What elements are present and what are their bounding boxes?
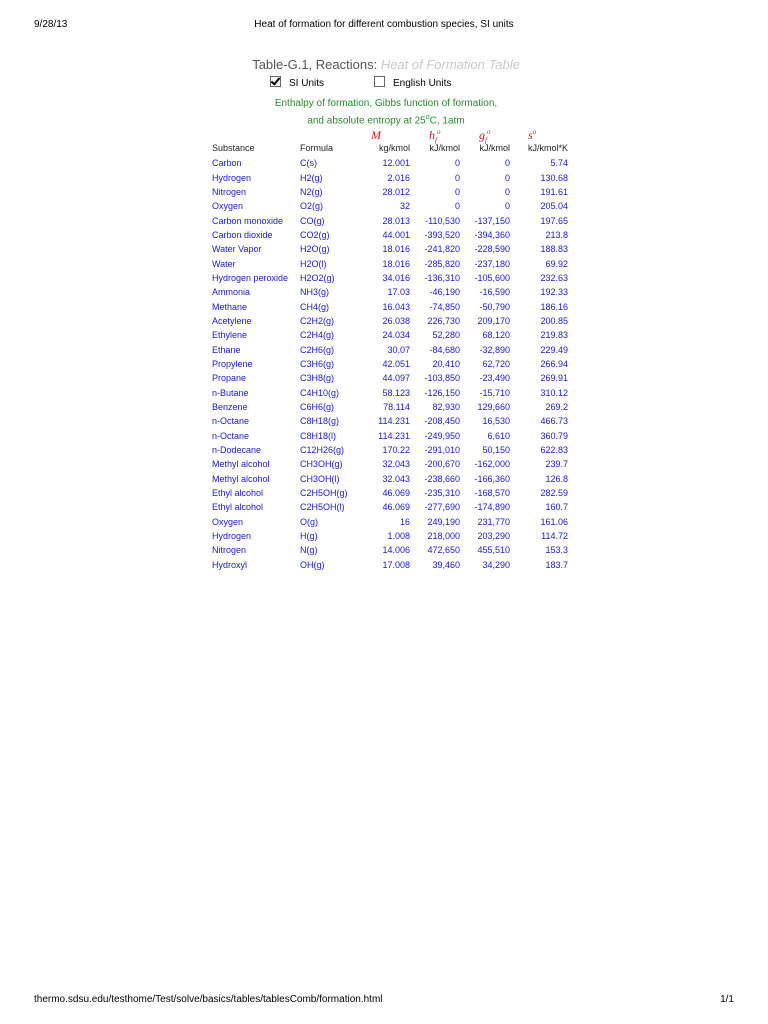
- cell-gibbs: 0: [504, 186, 510, 197]
- cell-gibbs: 231,770: [477, 516, 510, 527]
- cell-molar-mass: 30.07: [387, 344, 410, 355]
- cell-molar-mass: 32.043: [382, 473, 410, 484]
- print-date: 9/28/13: [34, 19, 68, 30]
- table-row: [212, 271, 568, 285]
- cell-enthalpy: -277,690: [424, 502, 460, 513]
- cell-formula: C(s): [300, 158, 317, 169]
- cell-substance: Methyl alcohol: [212, 473, 270, 484]
- cell-enthalpy: -241,820: [424, 244, 460, 255]
- cell-molar-mass: 170.22: [382, 445, 410, 456]
- cell-entropy: 466.73: [540, 416, 568, 427]
- cell-enthalpy: -393,520: [424, 229, 460, 240]
- cell-formula: CO(g): [300, 215, 325, 226]
- cell-entropy: 130.68: [540, 172, 568, 183]
- cell-gibbs: -174,890: [474, 502, 510, 513]
- cell-formula: H(g): [300, 531, 318, 542]
- cell-molar-mass: 2.016: [387, 172, 410, 183]
- cell-formula: C2H5OH(l): [300, 502, 345, 513]
- cell-substance: Ethyl alcohol: [212, 502, 264, 513]
- cell-enthalpy: -249,950: [424, 430, 460, 441]
- table-row: [212, 429, 568, 443]
- table-row: [212, 156, 568, 170]
- si-units-label: SI Units: [289, 78, 325, 89]
- cell-entropy: 126.8: [545, 473, 568, 484]
- description-line-2-text: and absolute entropy at 25: [307, 115, 426, 127]
- cell-substance: Water: [212, 258, 236, 269]
- cell-entropy: 232.63: [540, 272, 568, 283]
- cell-formula: NH3(g): [300, 287, 330, 298]
- cell-substance: Water Vapor: [212, 244, 262, 255]
- cell-formula: C3H6(g): [300, 358, 335, 369]
- cell-gibbs: 68,120: [482, 330, 510, 341]
- cell-formula: C2H5OH(g): [300, 488, 348, 499]
- cell-entropy: 200.85: [540, 315, 568, 326]
- cell-gibbs: -394,360: [474, 229, 510, 240]
- col-header-molar-mass: kg/kmol: [378, 142, 410, 153]
- table-title: [0, 57, 768, 72]
- cell-entropy: 192.33: [540, 287, 568, 298]
- cell-formula: H2(g): [300, 172, 323, 183]
- table-row: [212, 529, 568, 543]
- cell-gibbs: 16,530: [482, 416, 510, 427]
- description-line-1: Enthalpy of formation, Gibbs function of formation,: [274, 98, 498, 109]
- cell-substance: Carbon: [212, 158, 242, 169]
- cell-gibbs: -50,790: [479, 301, 510, 312]
- cell-molar-mass: 32.043: [382, 459, 410, 470]
- english-units-checkbox[interactable]: [374, 76, 385, 87]
- cell-molar-mass: 16.043: [382, 301, 410, 312]
- cell-entropy: 266.94: [540, 358, 568, 369]
- cell-molar-mass: 28.013: [382, 215, 410, 226]
- cell-substance: Hydrogen peroxide: [212, 272, 289, 283]
- cell-formula: C8H18(g): [300, 416, 340, 427]
- cell-substance: Ethane: [212, 344, 241, 355]
- cell-gibbs: -237,180: [474, 258, 510, 269]
- cell-enthalpy: 0: [454, 172, 460, 183]
- cell-substance: Carbon dioxide: [212, 229, 273, 240]
- cell-formula: CH3OH(g): [300, 459, 343, 470]
- cell-molar-mass: 14.006: [382, 545, 410, 556]
- cell-entropy: 160.7: [545, 502, 568, 513]
- english-units-label: English Units: [393, 78, 452, 89]
- cell-substance: Propylene: [212, 358, 253, 369]
- description-line-2: [0, 111, 768, 128]
- cell-molar-mass: 44.097: [382, 373, 410, 384]
- cell-formula: H2O(l): [300, 258, 327, 269]
- cell-gibbs: -16,590: [479, 287, 510, 298]
- enthalpy-symbol: $h_f^o$: [429, 128, 441, 145]
- cell-substance: Nitrogen: [212, 545, 247, 556]
- cell-molar-mass: 12.001: [382, 158, 410, 169]
- cell-enthalpy: 0: [454, 158, 460, 169]
- si-units-checkbox[interactable]: [270, 76, 281, 87]
- formation-table: [212, 139, 568, 572]
- cell-formula: C4H10(g): [300, 387, 340, 398]
- cell-substance: Ammonia: [212, 287, 251, 298]
- table-row: [212, 400, 568, 414]
- molar-mass-symbol: M: [371, 128, 381, 142]
- cell-enthalpy: -126,150: [424, 387, 460, 398]
- cell-entropy: 153.3: [545, 545, 568, 556]
- cell-formula: C2H4(g): [300, 330, 335, 341]
- cell-substance: Methyl alcohol: [212, 459, 270, 470]
- cell-substance: Acetylene: [212, 315, 252, 326]
- cell-gibbs: -166,360: [474, 473, 510, 484]
- cell-entropy: 269.91: [540, 373, 568, 384]
- cell-gibbs: -168,570: [474, 488, 510, 499]
- cell-molar-mass: 18.016: [382, 258, 410, 269]
- description-line-2-unit: C, 1atm: [429, 115, 465, 127]
- cell-molar-mass: 16: [399, 516, 410, 527]
- cell-substance: Propane: [212, 373, 247, 384]
- table-row: [212, 357, 568, 371]
- cell-enthalpy: -110,530: [425, 215, 460, 226]
- col-header-gibbs: kJ/kmol: [479, 142, 510, 153]
- cell-substance: Hydrogen: [212, 531, 252, 542]
- table-title-main: Table-G.1, Reactions:: [252, 57, 378, 72]
- table-row: [212, 457, 568, 471]
- cell-entropy: 197.65: [540, 215, 568, 226]
- english-units-option[interactable]: [374, 76, 451, 89]
- cell-enthalpy: -235,310: [424, 488, 460, 499]
- cell-enthalpy: -208,450: [424, 416, 460, 427]
- cell-formula: CH4(g): [300, 301, 330, 312]
- cell-enthalpy: 249,190: [427, 516, 460, 527]
- cell-substance: n-Octane: [212, 416, 250, 427]
- cell-gibbs: -228,590: [474, 244, 510, 255]
- table-row: [212, 242, 568, 256]
- cell-entropy: 5.74: [550, 158, 568, 169]
- cell-entropy: 282.59: [540, 488, 568, 499]
- cell-entropy: 191.61: [540, 186, 568, 197]
- table-row: [212, 414, 568, 428]
- cell-formula: N(g): [300, 545, 318, 556]
- cell-entropy: 114.72: [541, 531, 568, 542]
- table-title-sub: Heat of Formation Table: [380, 57, 520, 72]
- check-icon: [271, 75, 281, 85]
- cell-formula: C6H6(g): [300, 402, 335, 413]
- cell-enthalpy: -136,310: [424, 272, 460, 283]
- cell-molar-mass: 17.008: [382, 559, 410, 570]
- cell-substance: Ethylene: [212, 330, 248, 341]
- cell-formula: O2(g): [300, 201, 324, 212]
- cell-molar-mass: 58.123: [382, 387, 410, 398]
- table-row: [212, 314, 568, 328]
- cell-substance: Benzene: [212, 402, 248, 413]
- cell-molar-mass: 114.231: [378, 416, 410, 427]
- table-row: [212, 285, 568, 299]
- cell-enthalpy: -84,680: [429, 344, 460, 355]
- cell-formula: C8H18(l): [300, 430, 337, 441]
- cell-enthalpy: 472,650: [427, 545, 460, 556]
- table-row: [212, 213, 568, 227]
- cell-substance: Hydroxyl: [212, 559, 248, 570]
- table-row: [212, 558, 568, 572]
- cell-substance: Oxygen: [212, 516, 244, 527]
- print-url: thermo.sdsu.edu/testhome/Test/solve/basics/tables/tablesComb/formation.html: [34, 994, 383, 1005]
- cell-enthalpy: 226,730: [427, 315, 460, 326]
- cell-entropy: 186.16: [540, 301, 568, 312]
- cell-entropy: 205.04: [540, 201, 568, 212]
- table-row: [212, 515, 568, 529]
- table-row: [212, 472, 568, 486]
- table-row: [212, 256, 568, 270]
- cell-gibbs: 455,510: [477, 545, 510, 556]
- cell-entropy: 219.83: [540, 330, 568, 341]
- cell-gibbs: 203,290: [477, 531, 510, 542]
- cell-gibbs: 50,150: [482, 445, 510, 456]
- cell-substance: Ethyl alcohol: [212, 488, 264, 499]
- cell-formula: CH3OH(l): [300, 473, 340, 484]
- cell-gibbs: 209,170: [477, 315, 510, 326]
- cell-formula: N2(g): [300, 186, 323, 197]
- cell-molar-mass: 78.114: [383, 402, 410, 413]
- cell-enthalpy: -74,850: [429, 301, 460, 312]
- cell-substance: Nitrogen: [212, 186, 247, 197]
- cell-entropy: 239.7: [545, 459, 568, 470]
- cell-substance: Methane: [212, 301, 248, 312]
- table-row: [212, 199, 568, 213]
- table-row: [212, 170, 568, 184]
- cell-gibbs: -32,890: [479, 344, 510, 355]
- cell-molar-mass: 26.038: [382, 315, 410, 326]
- cell-substance: Oxygen: [212, 201, 244, 212]
- cell-gibbs: 0: [504, 158, 510, 169]
- cell-entropy: 360.79: [540, 430, 568, 441]
- cell-molar-mass: 1.008: [387, 531, 410, 542]
- cell-molar-mass: 17.03: [387, 287, 410, 298]
- cell-substance: Hydrogen: [212, 172, 252, 183]
- cell-formula: C2H6(g): [300, 344, 335, 355]
- table-row: [212, 299, 568, 313]
- degree-sup: o: [425, 114, 430, 121]
- table-row: [212, 543, 568, 557]
- table-header-row: [212, 139, 568, 156]
- table-row: [212, 386, 568, 400]
- cell-gibbs: 6,610: [487, 430, 510, 441]
- print-footer: [34, 994, 734, 1006]
- cell-enthalpy: -103,850: [424, 373, 460, 384]
- print-page-number: 1/1: [720, 994, 734, 1005]
- cell-gibbs: -23,490: [479, 373, 510, 384]
- cell-molar-mass: 46.069: [382, 488, 410, 499]
- cell-formula: O(g): [300, 516, 318, 527]
- print-header: [34, 19, 734, 31]
- cell-enthalpy: 52,280: [432, 330, 460, 341]
- cell-entropy: 188.83: [540, 244, 568, 255]
- cell-entropy: 183.7: [545, 559, 568, 570]
- cell-gibbs: 0: [504, 172, 510, 183]
- col-header-substance: Substance: [212, 142, 255, 153]
- col-header-formula: Formula: [300, 142, 334, 153]
- cell-entropy: 269.2: [545, 402, 568, 413]
- cell-enthalpy: 82,930: [432, 402, 460, 413]
- cell-molar-mass: 46.069: [382, 502, 410, 513]
- cell-molar-mass: 44.001: [382, 229, 410, 240]
- cell-molar-mass: 34.016: [382, 272, 410, 283]
- cell-enthalpy: 0: [454, 201, 460, 212]
- table-row: [212, 328, 568, 342]
- cell-molar-mass: 28.012: [382, 186, 410, 197]
- cell-substance: n-Octane: [212, 430, 250, 441]
- cell-enthalpy: 0: [454, 186, 460, 197]
- table-description: [0, 97, 768, 128]
- cell-gibbs: -162,000: [474, 459, 510, 470]
- cell-enthalpy: 218,000: [427, 531, 460, 542]
- cell-gibbs: 34,290: [482, 559, 510, 570]
- print-page-title: Heat of formation for different combustion species, SI units: [254, 19, 514, 30]
- cell-enthalpy: -200,670: [424, 459, 460, 470]
- gibbs-symbol: $g_f^o$: [479, 128, 491, 145]
- cell-enthalpy: 39,460: [432, 559, 460, 570]
- cell-formula: C12H26(g): [300, 445, 345, 456]
- table-row: [212, 486, 568, 500]
- cell-enthalpy: 20,410: [432, 358, 460, 369]
- cell-gibbs: 0: [504, 201, 510, 212]
- cell-formula: H2O2(g): [300, 272, 335, 283]
- cell-molar-mass: 24.034: [382, 330, 410, 341]
- cell-formula: C2H2(g): [300, 315, 335, 326]
- cell-substance: n-Butane: [212, 387, 249, 398]
- cell-formula: OH(g): [300, 559, 325, 570]
- cell-molar-mass: 114.231: [378, 430, 410, 441]
- cell-entropy: 161.06: [540, 516, 568, 527]
- cell-gibbs: 129,660: [477, 402, 510, 413]
- table-row: [212, 228, 568, 242]
- cell-enthalpy: -46,190: [429, 287, 460, 298]
- cell-molar-mass: 18.016: [382, 244, 410, 255]
- table-row: [212, 500, 568, 514]
- col-header-entropy: kJ/kmol*K: [527, 142, 568, 153]
- cell-formula: C3H8(g): [300, 373, 335, 384]
- cell-enthalpy: -238,660: [424, 473, 460, 484]
- si-units-option[interactable]: [270, 76, 324, 89]
- table-row: [212, 185, 568, 199]
- cell-gibbs: -105,600: [474, 272, 510, 283]
- table-body: [212, 156, 568, 572]
- table-row: [212, 342, 568, 356]
- cell-formula: CO2(g): [300, 229, 330, 240]
- cell-entropy: 622.83: [540, 445, 568, 456]
- cell-entropy: 69.92: [545, 258, 568, 269]
- cell-entropy: 310.12: [540, 387, 568, 398]
- cell-entropy: 229.49: [540, 344, 568, 355]
- entropy-symbol: $s^o$: [528, 128, 537, 142]
- cell-molar-mass: 42.051: [382, 358, 410, 369]
- cell-formula: H2O(g): [300, 244, 330, 255]
- col-header-enthalpy: kJ/kmol: [429, 142, 460, 153]
- table-row: [212, 371, 568, 385]
- cell-entropy: 213.8: [545, 229, 568, 240]
- cell-gibbs: -137,150: [474, 215, 510, 226]
- table-row: [212, 443, 568, 457]
- cell-enthalpy: -285,820: [424, 258, 460, 269]
- cell-substance: n-Dodecane: [212, 445, 262, 456]
- cell-enthalpy: -291,010: [424, 445, 460, 456]
- cell-substance: Carbon monoxide: [212, 215, 284, 226]
- cell-gibbs: -15,710: [479, 387, 510, 398]
- cell-molar-mass: 32: [399, 201, 410, 212]
- cell-gibbs: 62,720: [482, 358, 510, 369]
